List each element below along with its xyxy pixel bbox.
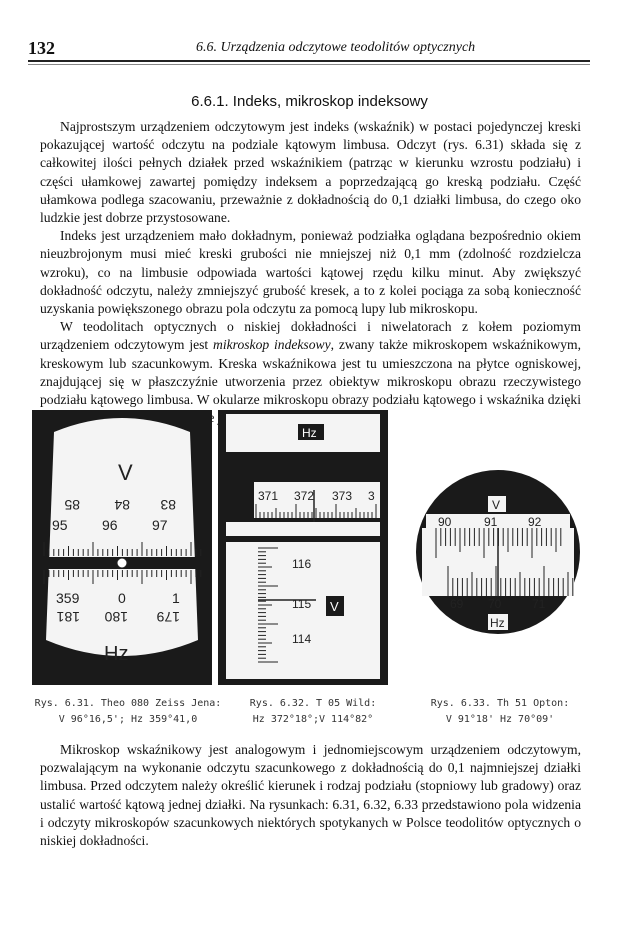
term-mikroskop-indeksowy: mikroskop indeksowy (213, 337, 331, 353)
body-text-top (40, 118, 581, 427)
svg-text:179: 179 (156, 609, 180, 625)
svg-text:97: 97 (152, 517, 168, 533)
caption-6-31: Rys. 6.31. Theo 080 Zeiss Jena: V 96°16,5'; Hz 359°41,0 (34, 698, 222, 725)
paragraph-2: Indeks jest urządzeniem mało dokładnym, ponieważ podziałka oglądana bezpośrednio okiem nieuzbrojonym musi mieć kreski grubości nie mniejszej niż 0,1 mm (zdolność rozdzielcza wzroku), co na limbusie odpowiada wartości kątowej rzędu kilku minut. Aby zwiększyć dokładność odczytu, należy zmniejszyć grubość kresek, a to z kolei pociąga za sobą konieczność uzyskania powiększonego obrazu pola odczytu za pomocą lupy lub mikroskopu. (40, 228, 581, 317)
fig1-v-label: V (118, 460, 133, 485)
svg-text:90: 90 (438, 515, 452, 529)
fig2-v-label: V (330, 599, 339, 614)
svg-text:95: 95 (52, 517, 68, 533)
fig1-index-dot (117, 558, 127, 568)
svg-text:83: 83 (160, 497, 176, 513)
svg-text:372: 372 (294, 489, 315, 503)
svg-text:84: 84 (114, 497, 130, 513)
svg-text:373: 373 (332, 489, 353, 503)
running-title: 6.6. Urządzenia odczytowe teodolitów optycznych (196, 40, 476, 55)
svg-text:71: 71 (532, 597, 546, 611)
svg-text:0: 0 (118, 590, 126, 606)
body-text-bottom (40, 741, 581, 850)
fig2-hz-label: Hz (302, 426, 317, 440)
caption-6-32: Rys. 6.32. T 05 Wild: Hz 372°18°;V 114°82° (249, 698, 377, 725)
fig1-hz-label: Hz (104, 643, 129, 665)
svg-text:1: 1 (172, 590, 180, 606)
svg-text:85: 85 (64, 497, 80, 513)
header-rule (28, 60, 590, 62)
figure-6-33 (408, 410, 588, 685)
page-number: 132 (28, 38, 55, 58)
paragraph-1: Najprostszym urządzeniem odczytowym jest indeks (wskaźnik) w postaci pojedynczej kreski pokazującej wartość odczytu na podziale kątowym limbusa. Odczyt (rys. 6.31) składa się z całkowitej ilości pełnych działek przed wskaźnikiem (patrząc w kierunku wzrostu podziału) i części ułamkowej zawartej pomiędzy indeksem a poprzedzającą go kreską podziału. Część ułamkowa podlega szacowaniu, przeważnie z dokładnością do 0,1 działki limbusa, do czego oko ludzkie jest dobrze przystosowane. (40, 119, 581, 226)
header-rule-thin (28, 64, 590, 65)
section-title: 6.6.1. Indeks, mikroskop indeksowy (191, 93, 428, 110)
svg-text:359: 359 (56, 590, 80, 606)
fig2-v-numbers (292, 557, 311, 646)
fig1-hz-inverted-numbers (56, 609, 180, 625)
svg-text:96: 96 (102, 517, 118, 533)
svg-text:115: 115 (292, 597, 312, 611)
svg-text:70: 70 (488, 597, 502, 611)
svg-text:180: 180 (104, 609, 128, 625)
figure-6-31 (32, 410, 212, 685)
figures-row (0, 410, 619, 690)
svg-text:371: 371 (258, 489, 279, 503)
svg-text:116: 116 (292, 557, 312, 571)
svg-text:3: 3 (368, 489, 375, 503)
figure-6-32 (218, 410, 388, 685)
paragraph-3: W teodolitach optycznych o niskiej dokładności i niwelatorach z kołem poziomym urządzeniem odczytowym jest mikroskop indeksowy, zwany także mikroskopem wskaźnikowym, kreskowym lub szacunkowym. Kreska wskaźnikowa jest tu umieszczona na płytce ogniskowej, znajdującej się w płaszczyźnie utworzenia przez obiektyw mikroskopu obrazu rzeczywistego podziału kątowego limbusa. W okularze mikroskopu obrazy podziału kątowego i wskaźnika dzięki (40, 319, 581, 408)
svg-text:181: 181 (56, 609, 80, 625)
page-header (28, 38, 590, 62)
paragraph-4: Mikroskop wskaźnikowy jest analogowym i jednomiejscowym urządzeniem odczytowym, pozwalającym na wykonanie odczytu szacunkowego z dokładnością do 0,1 najmniejszej działki limbusa. Przed odczytem należy określić kierunek i rodzaj podziału (stopniowy lub gradowy) oraz ustalić wartość kątową jednej działki. Na rysunkach: 6.31, 6.32, 6.33 przedstawiono pola widzenia i odczyty mikroskopów szacunkowych niektórych spotykanych w Polsce teodolitów optycznych o niskiej dokładności. (40, 742, 581, 849)
svg-text:92: 92 (528, 515, 542, 529)
fig3-hz-label: Hz (490, 616, 505, 630)
svg-text:91: 91 (484, 515, 498, 529)
caption-6-33: Rys. 6.33. Th 51 Opton: V 91°18' Hz 70°09' (430, 698, 570, 725)
fig3-v-label: V (492, 498, 501, 512)
svg-text:69: 69 (450, 597, 464, 611)
svg-text:114: 114 (292, 632, 312, 646)
